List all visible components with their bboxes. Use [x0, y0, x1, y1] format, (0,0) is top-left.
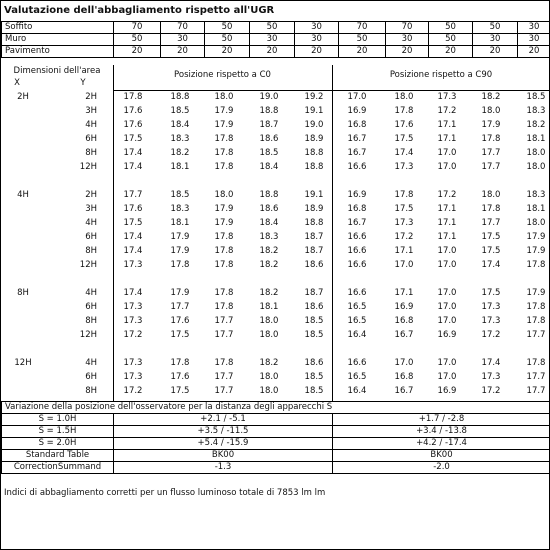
ugr-value-c90: 18.0: [394, 92, 414, 102]
ugr-value-c0: 17.8: [214, 288, 234, 298]
standard-table-c90: BK00: [333, 450, 550, 462]
ugr-value-c90: 17.2: [437, 106, 457, 116]
header-value: 20: [386, 46, 429, 58]
ugr-value-c0: 18.8: [259, 190, 279, 200]
ugr-value-c0: 17.8: [170, 260, 190, 270]
ugr-value-c0: 18.7: [259, 120, 279, 130]
ugr-value-c0: 17.8: [123, 92, 143, 102]
ugr-value-c90: 18.1: [526, 204, 546, 214]
ugr-value-c0: 18.9: [304, 134, 324, 144]
ugr-value-c0: 17.5: [123, 134, 143, 144]
ugr-value-c90: 16.6: [347, 162, 367, 172]
header-row: [2, 46, 550, 58]
ugr-value-c90: 17.0: [437, 316, 457, 326]
ugr-value-c0: 17.7: [214, 372, 234, 382]
ugr-value-c0: 17.9: [214, 218, 234, 228]
variation-row: [2, 438, 550, 450]
ugr-value-c0: 18.3: [170, 134, 190, 144]
ugr-value-c90: 17.0: [437, 288, 457, 298]
area-x-value: 2H: [17, 92, 29, 102]
header-value: 20: [295, 46, 339, 58]
ugr-value-c0: 18.5: [304, 386, 324, 396]
ugr-value-c90: 18.3: [526, 190, 546, 200]
area-y-label: Y: [80, 78, 86, 88]
standard-table-row: [2, 450, 550, 462]
ugr-value-c0: 19.1: [304, 106, 324, 116]
ugr-value-c0: 18.5: [170, 190, 190, 200]
ugr-value-c0: 18.2: [259, 358, 279, 368]
ugr-value-c0: 18.0: [259, 330, 279, 340]
grid-divider: [113, 90, 550, 91]
ugr-value-c0: 18.8: [304, 218, 324, 228]
ugr-value-c90: 16.6: [347, 246, 367, 256]
header-value: 50: [114, 34, 161, 46]
spacing-label: S = 1.0H: [2, 414, 114, 426]
ugr-value-c90: 16.8: [394, 316, 414, 326]
ugr-value-c0: 18.4: [170, 120, 190, 130]
ugr-value-c90: 16.9: [347, 106, 367, 116]
ugr-value-c0: 18.6: [259, 204, 279, 214]
area-y-value: 12H: [79, 260, 97, 270]
ugr-value-c90: 17.9: [481, 120, 501, 130]
area-y-value: 6H: [85, 232, 97, 242]
ugr-value-c0: 18.3: [259, 232, 279, 242]
ugr-value-c0: 17.3: [123, 316, 143, 326]
ugr-value-c90: 17.1: [394, 246, 414, 256]
ugr-value-c90: 17.1: [437, 134, 457, 144]
area-y-value: 6H: [85, 302, 97, 312]
ugr-value-c0: 17.9: [214, 120, 234, 130]
ugr-value-c0: 17.5: [170, 386, 190, 396]
correction-summand-c0: -1.3: [114, 462, 333, 474]
ugr-value-c0: 19.1: [304, 190, 324, 200]
header-value: 70: [161, 22, 205, 34]
ugr-value-c90: 17.8: [526, 316, 546, 326]
header-value: 50: [205, 34, 250, 46]
area-x-value: 8H: [17, 288, 29, 298]
ugr-value-c90: 17.2: [481, 386, 501, 396]
ugr-value-c0: 17.8: [214, 246, 234, 256]
header-value: 20: [250, 46, 295, 58]
ugr-value-c0: 18.4: [259, 162, 279, 172]
header-value: 20: [205, 46, 250, 58]
header-value: 30: [295, 22, 339, 34]
ugr-value-c90: 16.6: [347, 260, 367, 270]
ugr-value-c90: 18.3: [526, 106, 546, 116]
ugr-value-c0: 18.0: [259, 316, 279, 326]
ugr-value-c90: 17.7: [481, 218, 501, 228]
header-value: 30: [386, 34, 429, 46]
ugr-value-c0: 18.8: [304, 148, 324, 158]
header-value: 70: [386, 22, 429, 34]
ugr-value-c90: 17.8: [526, 260, 546, 270]
ugr-value-c90: 16.7: [347, 134, 367, 144]
correction-summand-c90: -2.0: [333, 462, 550, 474]
ugr-value-c90: 18.0: [526, 162, 546, 172]
grid-divider: [332, 65, 333, 401]
ugr-value-c0: 17.7: [214, 316, 234, 326]
variation-c90: +4.2 / -17.4: [333, 438, 550, 450]
standard-table-c0: BK00: [114, 450, 333, 462]
ugr-value-c90: 17.5: [481, 288, 501, 298]
ugr-value-c0: 17.8: [214, 162, 234, 172]
ugr-value-c90: 18.0: [481, 190, 501, 200]
ugr-value-c0: 17.7: [214, 386, 234, 396]
ugr-value-c90: 17.0: [437, 162, 457, 172]
area-x-value: 4H: [17, 190, 29, 200]
ugr-value-c0: 18.6: [304, 302, 324, 312]
ugr-value-c90: 17.5: [394, 204, 414, 214]
ugr-value-c0: 18.6: [259, 134, 279, 144]
ugr-value-c90: 17.3: [394, 162, 414, 172]
ugr-value-c90: 17.9: [526, 232, 546, 242]
ugr-value-c90: 17.0: [437, 302, 457, 312]
ugr-value-c0: 17.4: [123, 148, 143, 158]
header-value: 50: [473, 22, 518, 34]
ugr-value-c0: 17.3: [123, 358, 143, 368]
ugr-value-c0: 17.8: [214, 134, 234, 144]
ugr-value-c90: 16.7: [394, 330, 414, 340]
ugr-value-c90: 17.6: [394, 120, 414, 130]
variation-c90: +3.4 / -13.8: [333, 426, 550, 438]
ugr-value-c90: 17.8: [526, 358, 546, 368]
header-value: 70: [339, 22, 386, 34]
ugr-value-c0: 18.5: [304, 330, 324, 340]
area-y-value: 12H: [79, 330, 97, 340]
page-title: Valutazione dell'abbagliamento rispetto all'UGR: [4, 5, 275, 16]
ugr-value-c0: 18.8: [259, 106, 279, 116]
ugr-value-c0: 17.9: [170, 232, 190, 242]
ugr-value-c0: 18.0: [259, 386, 279, 396]
area-y-value: 6H: [85, 134, 97, 144]
ugr-value-c0: 18.5: [304, 316, 324, 326]
ugr-value-c90: 17.1: [437, 218, 457, 228]
ugr-value-c90: 17.2: [481, 330, 501, 340]
position-c90-label: Posizione rispetto a C90: [389, 70, 493, 80]
ugr-value-c90: 16.9: [437, 330, 457, 340]
area-y-value: 2H: [85, 92, 97, 102]
ugr-value-c0: 17.8: [214, 302, 234, 312]
variation-row: [2, 414, 550, 426]
ugr-value-c0: 18.4: [259, 218, 279, 228]
header-row: [2, 34, 550, 46]
header-value: 70: [114, 22, 161, 34]
header-value: 20: [518, 46, 550, 58]
ugr-value-c0: 18.8: [170, 92, 190, 102]
ugr-value-c0: 17.6: [123, 204, 143, 214]
ugr-value-c0: 18.0: [214, 190, 234, 200]
ugr-value-c0: 17.2: [123, 330, 143, 340]
header-value: 20: [473, 46, 518, 58]
ugr-value-c0: 17.4: [123, 246, 143, 256]
ugr-value-c0: 17.9: [170, 288, 190, 298]
spacing-label: S = 1.5H: [2, 426, 114, 438]
ugr-value-c90: 16.5: [347, 372, 367, 382]
ugr-value-c0: 18.1: [170, 218, 190, 228]
ugr-value-c90: 18.0: [526, 148, 546, 158]
ugr-value-c90: 17.0: [394, 358, 414, 368]
ugr-value-c90: 16.4: [347, 386, 367, 396]
ugr-value-c90: 17.1: [437, 232, 457, 242]
spacing-label: S = 2.0H: [2, 438, 114, 450]
ugr-value-c90: 17.9: [526, 246, 546, 256]
ugr-value-c90: 17.1: [394, 288, 414, 298]
ugr-value-c0: 17.3: [123, 372, 143, 382]
area-y-value: 6H: [85, 372, 97, 382]
ugr-value-c0: 17.8: [214, 148, 234, 158]
ugr-value-c0: 18.9: [304, 204, 324, 214]
ugr-value-c0: 17.3: [123, 260, 143, 270]
header-value: 20: [429, 46, 473, 58]
ugr-value-c90: 17.4: [481, 260, 501, 270]
ugr-value-c0: 17.6: [170, 316, 190, 326]
ugr-value-c0: 17.7: [214, 330, 234, 340]
ugr-value-c0: 17.9: [170, 246, 190, 256]
ugr-value-c0: 18.2: [259, 246, 279, 256]
ugr-value-c90: 17.3: [481, 302, 501, 312]
ugr-value-c90: 17.2: [394, 232, 414, 242]
ugr-value-c90: 16.7: [347, 218, 367, 228]
ugr-value-c0: 18.3: [170, 204, 190, 214]
ugr-value-c90: 16.6: [347, 358, 367, 368]
header-value: 50: [429, 34, 473, 46]
ugr-value-c90: 17.7: [481, 148, 501, 158]
ugr-value-c0: 17.7: [123, 190, 143, 200]
ugr-value-c0: 18.5: [304, 372, 324, 382]
ugr-value-c0: 17.6: [170, 372, 190, 382]
position-c0-label: Posizione rispetto a C0: [174, 70, 271, 80]
area-x-label: X: [14, 78, 20, 88]
ugr-value-c90: 18.0: [526, 218, 546, 228]
ugr-value-c90: 17.7: [526, 386, 546, 396]
ugr-value-c0: 17.4: [123, 288, 143, 298]
header-value: 30: [295, 34, 339, 46]
ugr-value-c90: 16.7: [347, 148, 367, 158]
variation-c0: +5.4 / -15.9: [114, 438, 333, 450]
ugr-value-c0: 17.8: [170, 358, 190, 368]
ugr-value-c0: 18.0: [259, 372, 279, 382]
area-y-value: 4H: [85, 218, 97, 228]
grid-divider: [113, 65, 114, 401]
area-dimensions-label: Dimensioni dell'area: [13, 66, 101, 76]
header-row-label: Pavimento: [2, 46, 114, 58]
ugr-value-c90: 16.8: [347, 120, 367, 130]
ugr-value-c0: 19.0: [259, 92, 279, 102]
ugr-value-c0: 18.1: [259, 302, 279, 312]
ugr-value-c90: 16.9: [347, 190, 367, 200]
header-value: 30: [518, 34, 550, 46]
ugr-value-c0: 18.6: [304, 358, 324, 368]
ugr-value-c0: 18.5: [259, 148, 279, 158]
correction-summand-row: [2, 462, 550, 474]
ugr-value-c0: 18.2: [259, 260, 279, 270]
ugr-value-c90: 17.1: [437, 120, 457, 130]
ugr-value-c0: 18.7: [304, 246, 324, 256]
ugr-value-c0: 17.6: [123, 106, 143, 116]
header-value: 20: [114, 46, 161, 58]
variation-c0: +3.5 / -11.5: [114, 426, 333, 438]
ugr-value-c90: 17.0: [437, 372, 457, 382]
ugr-value-c0: 18.8: [304, 162, 324, 172]
ugr-value-c90: 17.4: [481, 358, 501, 368]
ugr-value-c90: 17.0: [437, 246, 457, 256]
ugr-value-c90: 16.8: [394, 372, 414, 382]
ugr-value-c90: 17.5: [394, 134, 414, 144]
area-y-value: 4H: [85, 120, 97, 130]
ugr-value-c90: 17.8: [394, 190, 414, 200]
ugr-value-c90: 17.0: [437, 148, 457, 158]
ugr-value-c0: 17.5: [170, 330, 190, 340]
ugr-value-c0: 18.6: [304, 260, 324, 270]
header-value: 50: [339, 34, 386, 46]
ugr-value-c90: 17.0: [347, 92, 367, 102]
ugr-value-c0: 17.4: [123, 232, 143, 242]
area-y-value: 2H: [85, 190, 97, 200]
ugr-value-c90: 17.8: [481, 204, 501, 214]
observer-variation-table: [1, 401, 550, 474]
correction-summand-label: CorrectionSummand: [2, 462, 114, 474]
variation-c0: +2.1 / -5.1: [114, 414, 333, 426]
standard-table-label: Standard Table: [2, 450, 114, 462]
ugr-value-c90: 17.7: [526, 330, 546, 340]
reflectance-header-table: [1, 21, 550, 58]
area-y-value: 12H: [79, 162, 97, 172]
ugr-value-c90: 17.4: [394, 148, 414, 158]
ugr-value-c0: 18.7: [304, 232, 324, 242]
header-row: [2, 22, 550, 34]
ugr-value-c0: 18.5: [170, 106, 190, 116]
ugr-value-c90: 17.1: [437, 204, 457, 214]
ugr-value-c90: 17.7: [481, 162, 501, 172]
ugr-value-c90: 16.5: [347, 302, 367, 312]
ugr-value-c0: 19.2: [304, 92, 324, 102]
ugr-value-c90: 17.8: [526, 302, 546, 312]
ugr-value-c90: 17.3: [481, 316, 501, 326]
ugr-value-c0: 18.7: [304, 288, 324, 298]
area-y-value: 8H: [85, 246, 97, 256]
header-value: 20: [161, 46, 205, 58]
ugr-value-c90: 17.5: [481, 232, 501, 242]
ugr-value-c90: 17.7: [526, 372, 546, 382]
area-y-value: 8H: [85, 386, 97, 396]
area-y-value: 4H: [85, 288, 97, 298]
ugr-value-c0: 18.1: [170, 162, 190, 172]
ugr-value-c90: 17.3: [437, 92, 457, 102]
header-value: 30: [250, 34, 295, 46]
ugr-value-c90: 17.0: [437, 260, 457, 270]
area-y-value: 3H: [85, 204, 97, 214]
ugr-values-grid: [1, 65, 550, 401]
ugr-value-c0: 17.4: [123, 162, 143, 172]
variation-title: Variazione della posizione dell'osservatore per la distanza degli apparecchi S: [2, 402, 550, 414]
ugr-value-c90: 18.2: [481, 92, 501, 102]
ugr-value-c90: 17.3: [394, 218, 414, 228]
ugr-value-c90: 16.5: [347, 316, 367, 326]
variation-c90: +1.7 / -2.8: [333, 414, 550, 426]
header-value: 50: [205, 22, 250, 34]
ugr-value-c90: 18.1: [526, 134, 546, 144]
ugr-value-c90: 18.0: [481, 106, 501, 116]
header-value: 50: [250, 22, 295, 34]
area-y-value: 3H: [85, 106, 97, 116]
ugr-value-c90: 16.8: [347, 204, 367, 214]
ugr-value-c0: 17.8: [214, 358, 234, 368]
area-y-value: 8H: [85, 148, 97, 158]
ugr-value-c90: 17.8: [481, 134, 501, 144]
corrected-flux-note: Indici di abbagliamento corretti per un flusso luminoso totale di 7853 lm lm: [4, 488, 326, 498]
header-value: 20: [339, 46, 386, 58]
ugr-value-c0: 19.0: [304, 120, 324, 130]
header-value: 50: [429, 22, 473, 34]
area-y-value: 4H: [85, 358, 97, 368]
ugr-value-c90: 16.9: [437, 386, 457, 396]
variation-title-row: [2, 402, 550, 414]
area-x-value: 12H: [14, 358, 32, 368]
ugr-value-c0: 18.0: [214, 92, 234, 102]
header-row-label: Muro: [2, 34, 114, 46]
ugr-value-c0: 18.2: [170, 148, 190, 158]
ugr-value-c90: 16.9: [394, 302, 414, 312]
ugr-value-c90: 17.8: [394, 106, 414, 116]
ugr-value-c0: 17.7: [170, 302, 190, 312]
ugr-value-c90: 16.4: [347, 330, 367, 340]
ugr-value-c0: 17.3: [123, 302, 143, 312]
ugr-value-c0: 17.6: [123, 120, 143, 130]
header-value: 30: [518, 22, 550, 34]
header-value: 30: [161, 34, 205, 46]
ugr-value-c90: 18.5: [526, 92, 546, 102]
ugr-value-c0: 17.8: [214, 260, 234, 270]
ugr-value-c0: 17.2: [123, 386, 143, 396]
area-y-value: 8H: [85, 316, 97, 326]
ugr-value-c90: 18.2: [526, 120, 546, 130]
ugr-value-c0: 17.5: [123, 218, 143, 228]
ugr-value-c0: 17.8: [214, 232, 234, 242]
ugr-value-c90: 17.0: [437, 358, 457, 368]
ugr-value-c90: 16.6: [347, 288, 367, 298]
ugr-value-c0: 18.2: [259, 288, 279, 298]
ugr-value-c90: 17.2: [437, 190, 457, 200]
ugr-value-c0: 17.9: [214, 106, 234, 116]
ugr-value-c90: 16.7: [394, 386, 414, 396]
ugr-value-c90: 17.5: [481, 246, 501, 256]
variation-row: [2, 426, 550, 438]
ugr-value-c90: 17.9: [526, 288, 546, 298]
ugr-value-c90: 17.0: [394, 260, 414, 270]
ugr-value-c0: 17.9: [214, 204, 234, 214]
header-value: 30: [473, 34, 518, 46]
ugr-value-c90: 17.3: [481, 372, 501, 382]
ugr-value-c90: 16.6: [347, 232, 367, 242]
header-row-label: Soffito: [2, 22, 114, 34]
